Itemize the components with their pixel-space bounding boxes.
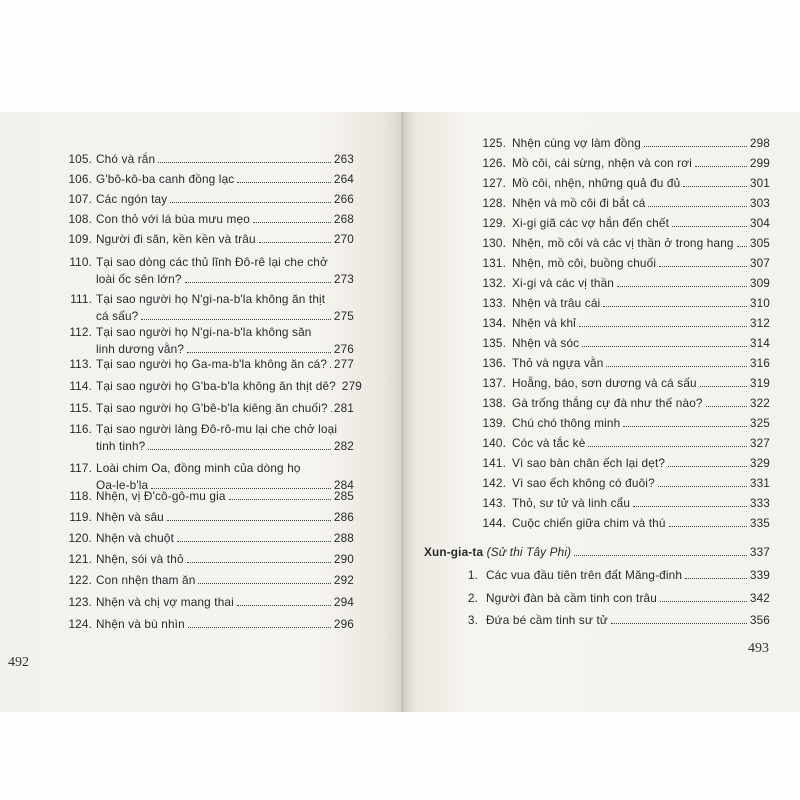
entry-page: 301 (749, 176, 770, 190)
entry-number: 130. (482, 236, 506, 250)
leader-dots (187, 352, 331, 353)
entry-page: 286 (333, 510, 354, 524)
entry-title: Hoẵng, báo, sơn dương và cá sấu (512, 376, 697, 390)
leader-dots (229, 499, 331, 500)
entry-title: Loài chim Oa, đồng minh của dòng họ (96, 461, 301, 475)
entry-number: 138. (482, 396, 506, 410)
entry-number: 137. (482, 376, 506, 390)
entry-title: Nhện cùng vợ làm đồng (512, 136, 641, 150)
entry-page: 305 (749, 236, 770, 250)
leader-dots (700, 386, 747, 387)
leader-dots (579, 326, 747, 327)
entry-page: 290 (333, 552, 354, 566)
entry-title: Nhện và trâu cái (512, 296, 601, 310)
section-page: 337 (749, 545, 770, 559)
entry-title: Nhện và chị vợ mang thai (96, 595, 234, 609)
entry-number: 118. (69, 489, 92, 503)
entry-number: 115. (69, 401, 92, 415)
entry-page: 279 (341, 379, 363, 393)
entry-number: 142. (482, 476, 506, 490)
leader-dots (187, 562, 331, 563)
entry-number: 108. (68, 212, 92, 226)
entry-title: Con nhện tham ăn (96, 573, 196, 587)
leader-dots (237, 605, 331, 606)
entry-number: 123. (68, 595, 92, 609)
entry-page: 292 (333, 573, 354, 587)
entry-number: 129. (482, 216, 506, 230)
leader-dots (188, 627, 331, 628)
entry-page: 329 (749, 456, 770, 470)
leader-dots (582, 346, 747, 347)
entry-number: 135. (482, 336, 506, 350)
entry-page: 304 (749, 216, 770, 230)
entry-number: 2. (467, 591, 478, 605)
entry-number: 136. (482, 356, 506, 370)
entry-page: 314 (749, 336, 770, 350)
entry-number: 140. (482, 436, 506, 450)
entry-number: 126. (482, 156, 506, 170)
entry-number: 134. (482, 316, 506, 330)
entry-title: Các vua đầu tiên trên đất Măng-đinh (486, 568, 683, 582)
leader-dots (659, 266, 747, 267)
entry-title: Nhện và sâu (96, 510, 164, 524)
entry-page: 268 (333, 212, 354, 226)
entry-number: 143. (482, 496, 506, 510)
leader-dots (644, 146, 747, 147)
entry-title: Nhện và mồ côi đi bắt cá (512, 196, 646, 210)
entry-number: 106. (68, 172, 92, 186)
entry-page: 312 (749, 316, 770, 330)
leader-dots (648, 206, 746, 207)
entry-title: Thỏ, sư tử và linh cẩu (512, 496, 631, 510)
entry-number: 133. (482, 296, 506, 310)
entry-page: 309 (749, 276, 770, 290)
entry-number: 109. (68, 232, 92, 246)
entry-page: 339 (749, 568, 770, 582)
entry-page: 299 (749, 156, 770, 170)
leader-dots (695, 166, 747, 167)
leader-dots (170, 202, 331, 203)
leader-dots (737, 246, 747, 247)
entry-page: 303 (749, 196, 770, 210)
entry-title: Người đi săn, kền kền và trâu (96, 232, 256, 246)
entry-number: 125. (482, 136, 506, 150)
entry-title: Cóc và tắc kè (512, 436, 586, 450)
leader-dots (706, 406, 747, 407)
entry-page: 307 (749, 256, 770, 270)
entry-title: Nhện và bù nhìn (96, 617, 185, 631)
entry-number: 131. (482, 256, 506, 270)
leader-dots (623, 426, 747, 427)
leader-dots (167, 520, 331, 521)
entry-number: 121. (68, 552, 92, 566)
entry-title: Nhện, sói và thỏ (96, 552, 184, 566)
entry-page: 282 (333, 439, 354, 453)
entry-title: Nhện và sóc (512, 336, 580, 350)
entry-title: Nhện và chuột (96, 531, 175, 545)
leader-dots (603, 306, 747, 307)
entry-title: Mồ côi, cái sừng, nhện và con rơi (512, 156, 692, 170)
entry-page: 316 (749, 356, 770, 370)
entry-page: 281 (333, 401, 354, 415)
entry-title: Vì sao ếch không có đuôi? (512, 476, 655, 490)
leader-dots (658, 486, 747, 487)
entry-title-continued: cá sấu? (96, 309, 139, 323)
entry-page: 288 (333, 531, 354, 545)
entry-title: Đứa bé cầm tinh sư tử (486, 613, 608, 627)
entry-page: 333 (749, 496, 770, 510)
entry-number: 119. (69, 510, 92, 524)
entry-title: Thỏ và ngựa vằn (512, 356, 604, 370)
entry-page: 277 (333, 357, 354, 371)
entry-title: Gà trống thắng cự đà như thế nào? (512, 396, 703, 410)
leader-dots (683, 186, 747, 187)
entry-title: Mồ côi, nhện, những quả đu đủ (512, 176, 681, 190)
entry-page: 266 (333, 192, 354, 206)
entry-page: 325 (749, 416, 770, 430)
open-book (0, 112, 800, 712)
entry-page: 335 (749, 516, 770, 530)
section-title: Xun-gia-ta (424, 545, 484, 559)
entry-title: Tại sao người họ G'bê-b'la kiêng ăn chuối? (96, 401, 328, 415)
entry-title-continued: loài ốc sên lớn? (96, 272, 182, 286)
entry-page: 331 (749, 476, 770, 490)
leader-dots (668, 466, 747, 467)
entry-title-continued: tinh tinh? (96, 439, 146, 453)
entry-page: 342 (749, 591, 770, 605)
entry-page: 273 (333, 272, 354, 286)
entry-title: Tại sao người họ Ga-ma-b'la không ăn cá? (96, 357, 328, 371)
entry-title: G'bô-kô-ba canh đồng lạc (96, 172, 235, 186)
leader-dots (588, 446, 746, 447)
entry-title: Xi-gi giã các vợ hắn đến chết (512, 216, 670, 230)
entry-page: 294 (333, 595, 354, 609)
entry-number: 120. (68, 531, 92, 545)
leader-dots (198, 583, 330, 584)
entry-number: 111. (70, 292, 92, 306)
entry-number: 1. (467, 568, 478, 582)
entry-page: 327 (749, 436, 770, 450)
entry-number: 107. (68, 192, 92, 206)
leader-dots (574, 555, 747, 556)
entry-number: 132. (482, 276, 506, 290)
leader-dots (617, 286, 747, 287)
leader-dots (330, 367, 331, 368)
entry-page: 264 (333, 172, 354, 186)
entry-page: 356 (749, 613, 770, 627)
entry-title: Các ngón tay (96, 192, 168, 206)
leader-dots (148, 449, 330, 450)
leader-dots (158, 162, 331, 163)
entry-title: Tại sao dòng các thủ lĩnh Đô-rê lại che chở (96, 255, 328, 269)
entry-number: 122. (68, 573, 92, 587)
entry-title: Nhện, vị Đ'cô-gô-mu gia (96, 489, 226, 503)
leader-dots (177, 541, 331, 542)
entry-title: Con thỏ với lá bùa mưu mẹo (96, 212, 250, 226)
leader-dots (633, 506, 747, 507)
leader-dots (237, 182, 331, 183)
entry-number: 144. (482, 516, 506, 530)
entry-title: Nhện, mồ côi và các vị thần ở trong hang (512, 236, 734, 250)
entry-number: 114. (69, 379, 92, 393)
entry-page: 275 (333, 309, 354, 323)
entry-title: Nhện, mồ côi, buồng chuối (512, 256, 657, 270)
entry-page: 284 (333, 478, 354, 492)
leader-dots (185, 282, 331, 283)
entry-page: 298 (749, 136, 770, 150)
entry-page: 263 (333, 152, 354, 166)
entry-page: 322 (749, 396, 770, 410)
entry-page: 285 (333, 489, 354, 503)
entry-number: 139. (482, 416, 506, 430)
leader-dots (669, 526, 747, 527)
entry-page: 296 (333, 617, 354, 631)
right-page (404, 112, 800, 712)
entry-title: Vì sao bàn chân ếch lại dẹt? (512, 456, 666, 470)
section-subtitle: (Sử thi Tây Phi) (486, 545, 572, 559)
entry-page: 310 (749, 296, 770, 310)
entry-number: 127. (482, 176, 506, 190)
entry-number: 116. (69, 422, 92, 436)
leader-dots (259, 242, 331, 243)
entry-number: 110. (69, 255, 92, 269)
entry-number: 141. (482, 456, 506, 470)
entry-title-continued: linh dương vằn? (96, 342, 185, 356)
entry-page: 319 (749, 376, 770, 390)
left-page-number: 492 (8, 655, 29, 670)
leader-dots (611, 623, 747, 624)
entry-number: 113. (69, 357, 92, 371)
entry-number: 128. (482, 196, 506, 210)
leader-dots (685, 578, 747, 579)
entry-number: 124. (68, 617, 92, 631)
entry-title: Tại sao người họ N'gi-na-b'la không săn (96, 325, 312, 339)
entry-number: 117. (69, 461, 92, 475)
leader-dots (141, 319, 330, 320)
entry-title: Tại sao người họ N'gi-na-b'la không ăn thịt (96, 292, 326, 306)
right-page-number: 493 (748, 641, 769, 656)
entry-page: 270 (333, 232, 354, 246)
entry-number: 105. (68, 152, 92, 166)
entry-number: 3. (467, 613, 478, 627)
entry-page: 276 (333, 342, 354, 356)
entry-title: Tại sao người họ G'ba-b'la không ăn thịt dê? (96, 379, 336, 393)
leader-dots (660, 601, 747, 602)
leader-dots (606, 366, 746, 367)
left-page (0, 112, 402, 712)
entry-title: Cuộc chiến giữa chim và thú (512, 516, 666, 530)
leader-dots (672, 226, 747, 227)
entry-title: Xi-gi và các vị thần (512, 276, 615, 290)
entry-title: Người đàn bà cầm tinh con trâu (486, 591, 657, 605)
entry-title: Nhện và khỉ (512, 316, 576, 330)
entry-number: 112. (69, 325, 92, 339)
entry-title: Chú chó thông minh (512, 416, 621, 430)
entry-title: Chó và rắn (96, 152, 156, 166)
entry-title-continued: Oa-le-b'la (96, 478, 149, 492)
entry-title: Tại sao người làng Đô-rô-mu lại che chở loại (96, 422, 338, 436)
leader-dots (253, 222, 331, 223)
